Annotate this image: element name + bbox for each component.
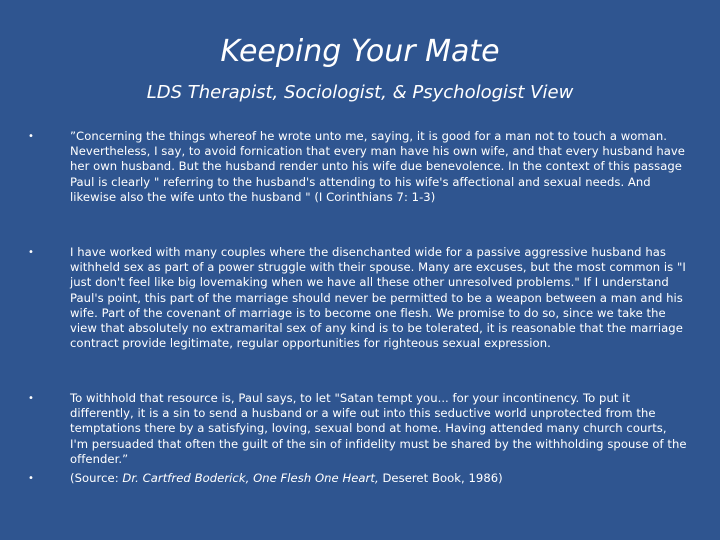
slide-subtitle: LDS Therapist, Sociologist, & Psychologist View	[146, 82, 574, 103]
bullet-icon: •	[28, 247, 34, 258]
source-suffix: Deseret Book, 1986)	[378, 471, 503, 485]
bullet-text: I have worked with many couples where the disenchanted wide for a passive aggressive husband has withheld sex as part of a power struggle with their spouse. Many are excuses, but the most common is "I just don't feel like big lovemaking when we have all these other unresolved problems." If I understand Paul's point, this part of the marriage should never be permitted to be a weapon between a man and his wife. Part of the covenant of marriage is to become one flesh. We promise to do so, since we take the view that absolutely no extramarital sex of any kind is to be tolerated, it is reasonable that the marriage contract provide legitimate, regular opportunities for righteous sexual expression.	[70, 245, 686, 351]
bullet-item	[28, 391, 688, 467]
bullet-text: To withhold that resource is, Paul says, to let "Satan tempt you... for your incontinency. To put it differently, it is a sin to send a husband or a wife out into this seductive world unprotected from the temptations there by a satisfying, loving, sexual bond at home. Having attended many church courts, I'm persuaded that often the guilt of the sin of infidelity must be shared by the withholding spouse of the offender.”	[70, 391, 687, 466]
slide-title: Keeping Your Mate	[220, 34, 500, 69]
bullet-icon: •	[28, 393, 34, 404]
source-prefix: (Source:	[70, 471, 123, 485]
source-author-work: Dr. Cartfred Boderick, One Flesh One Heart,	[122, 471, 379, 485]
source-citation	[70, 471, 688, 486]
bullet-item	[28, 245, 688, 351]
bullet-text: ”Concerning the things whereof he wrote unto me, saying, it is good for a man not to touch a woman. Nevertheless, I say, to avoid fornication that every man have his own wife, and that every husband have her own husband. But the husband render unto his wife due benevolence. In the context of this passage Paul is clearly " referring to the husband's attending to his wife's affectional and sexual needs. And likewise also the wife unto the husband " (I Corinthians 7: 1-3)	[70, 129, 685, 204]
bullet-icon: •	[28, 473, 34, 484]
bullet-icon: •	[28, 131, 34, 142]
bullet-item-source	[28, 471, 688, 486]
bullet-item	[28, 129, 688, 205]
